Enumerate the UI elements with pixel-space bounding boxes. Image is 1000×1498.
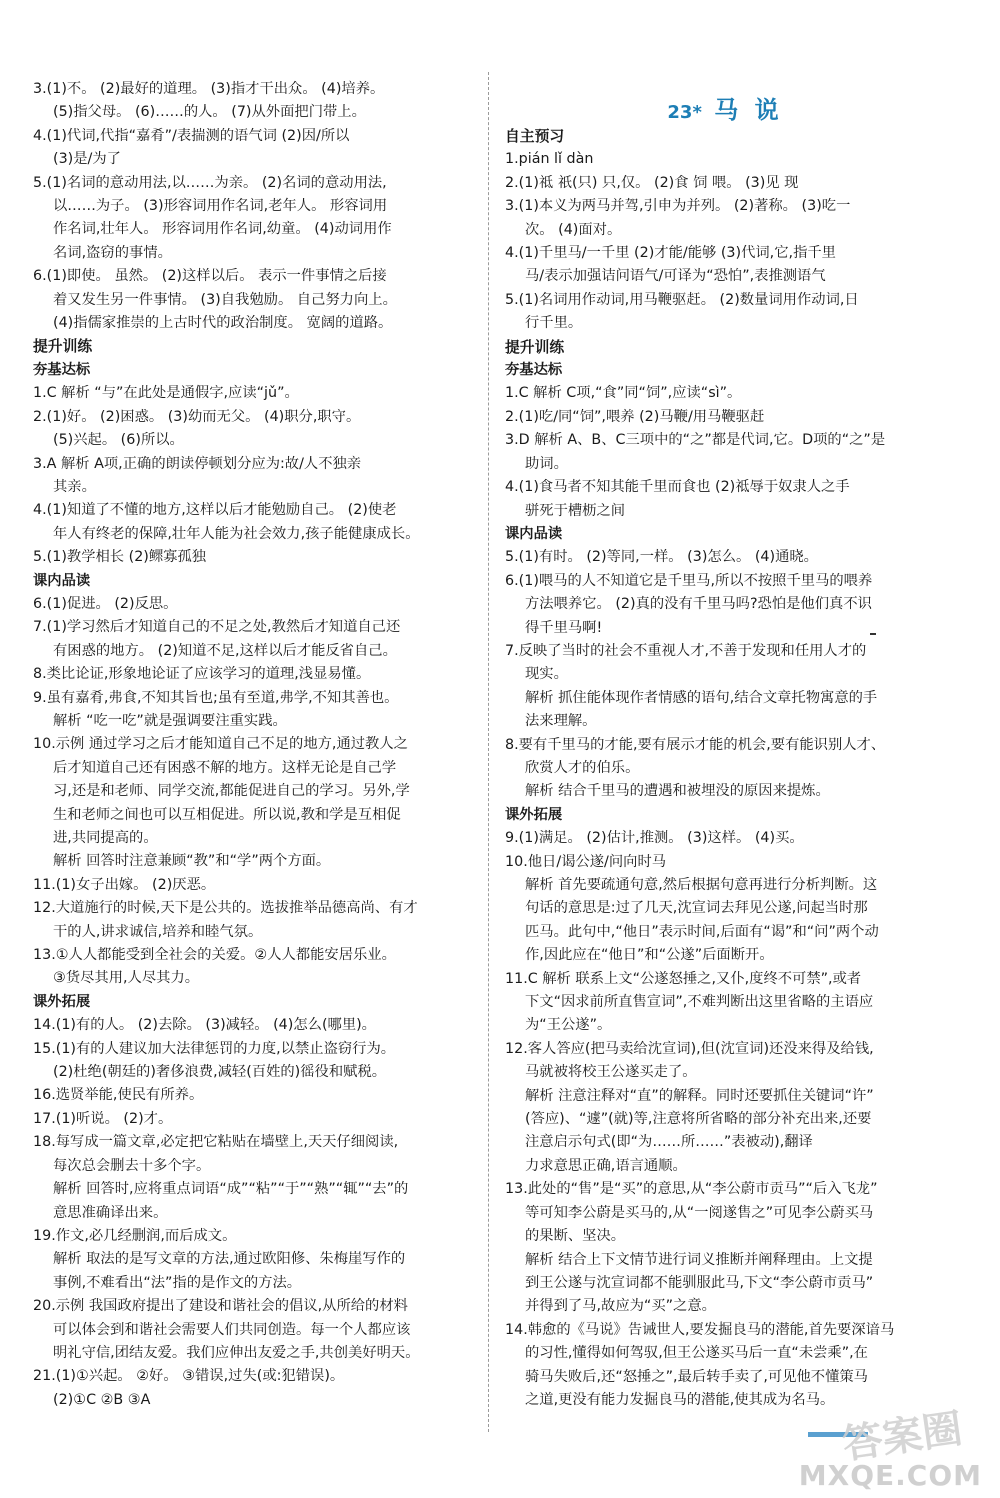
right-answer-continuation: 次。 (4)面对。 [525,221,622,238]
right-answer-continuation: 的习性,懂得如何驾驭,但王公遂买马后一直“未尝乘”,在 [525,1345,868,1362]
right-answer-continuation: 解析 结合千里马的遭遇和被埋没的原因来提炼。 [525,783,830,800]
left-answer-continuation: 生和老师之间也可以互相促进。所以说,教和学是互相促 [53,806,401,823]
right-answer-item: 6.(1)喂马的人不知道它是千里马,所以不按照千里马的喂养 [505,572,873,589]
right-answer-item: 4.(1)食马者不知其能千里而食也 (2)祗辱于奴隶人之手 [505,479,850,496]
left-answer-item: 9.虽有嘉肴,弗食,不知其旨也;虽有至道,弗学,不知其善也。 [33,689,399,706]
left-answer-item: 5.(1)名词的意动用法,以……为亲。 (2)名词的意动用法, [33,174,387,191]
right-answer-item: 1.C 解析 C项,“食”同“饲”,应读“sì”。 [505,385,742,402]
right-section-heading: 提升训练 [505,338,565,356]
left-section-heading: 提升训练 [33,338,93,356]
lesson-name: 马 说 [714,96,783,124]
right-answer-continuation: 解析 结合上下文情节进行词义推断并阐释理由。上文提 [525,1251,873,1268]
left-answer-continuation: (4)指儒家推崇的上古时代的政治制度。 宽阔的道路。 [53,315,393,332]
left-answer-continuation: (5)指父母。 (6)……的人。 (7)从外面把门带上。 [53,104,366,121]
left-answer-continuation: 解析 “吃一吃”就是强调要注重实践。 [53,712,287,729]
right-answer-continuation: 的果断、坚决。 [525,1228,626,1245]
right-subsection-heading: 夯基达标 [505,362,563,379]
left-answer-continuation: 其亲。 [53,478,96,495]
left-answer-continuation: (5)兴起。 (6)所以。 [53,432,184,449]
right-answer-continuation: 句话的意思是:过了几天,沈宣词去拜见公遂,问起当时那 [525,900,868,917]
column-divider [488,72,489,1432]
stray-mark [870,633,876,635]
right-subsection-heading: 课内品读 [505,525,563,542]
right-answer-continuation: 并得到了马,故应为“买”之意。 [525,1298,716,1315]
right-answer-continuation: 现实。 [525,666,568,683]
right-answer-item: 1.pián lǐ dàn [505,151,594,168]
lesson-number: 23* [667,102,702,123]
lesson-title [505,90,945,125]
left-answer-item: 19.作文,必几经删润,而后成文。 [33,1227,237,1244]
left-answer-continuation: 年人有终老的保障,壮年人能为社会效力,孩子能健康成长。 [53,525,420,542]
watermark-url: MXQE.COM [798,1459,982,1492]
right-answer-continuation: 马就被将校王公遂买走了。 [525,1064,697,1081]
left-answer-item: 17.(1)听说。 (2)才。 [33,1110,173,1127]
right-answer-continuation: 下文“因求前所直售宣词”,不难判断出这里省略的主语应 [525,994,874,1011]
right-answer-continuation: 解析 首先要疏通句意,然后根据句意再进行分析判断。这 [525,877,878,893]
right-answer-item: 8.要有千里马的才能,要有展示才能的机会,要有能识别人才、 [505,736,886,753]
left-subsection-heading: 课外拓展 [33,993,91,1010]
right-answer-item: 7.反映了当时的社会不重视人才,不善于发现和任用人才的 [505,642,867,659]
right-answer-item: 14.韩愈的《马说》告诫世人,要发掘良马的潜能,首先要深谙马 [505,1321,895,1338]
left-answer-item: 6.(1)促进。 (2)反思。 [33,595,178,612]
right-answer-item: 5.(1)有时。 (2)等同,一样。 (3)怎么。 (4)通晓。 [505,549,818,566]
watermark [792,1402,992,1492]
left-answer-item: 4.(1)知道了不懂的地方,这样以后才能勉励自己。 (2)使老 [33,502,397,519]
left-answer-item: 3.(1)不。 (2)最好的道理。 (3)指才干出众。 (4)培养。 [33,81,385,97]
left-answer-item: 10.示例 通过学习之后才能知道自己不足的地方,通过教人之 [33,736,408,753]
right-answer-continuation: 为“王公遂”。 [525,1017,612,1034]
left-answer-item: 3.A 解析 A项,正确的朗读停顿划分应为:故/人不独亲 [33,455,362,472]
right-answer-continuation: 方法喂养它。 (2)真的没有千里马吗?恐怕是他们真不识 [525,596,872,613]
left-answer-continuation: (2)杜绝(朝廷的)奢侈浪费,减轻(百姓的)徭役和赋税。 [53,1064,387,1081]
left-answer-continuation: 每次总会删去十多个字。 [53,1157,211,1174]
right-answer-continuation: 骈死于槽枥之间 [525,502,626,519]
right-answer-continuation: 之道,更没有能力发掘良马的潜能,使其成为名马。 [525,1391,835,1408]
left-answer-continuation: 以……为子。 (3)形容词用作名词,老年人。 形容词用 [53,198,388,215]
left-answer-continuation: (2)①C ②B ③A [53,1391,151,1408]
right-answer-continuation: 注意启示句式(即“为……所……”表被动),翻译 [525,1134,813,1151]
left-answer-item: 6.(1)即使。 虽然。 (2)这样以后。 表示一件事情之后接 [33,268,387,285]
left-answer-continuation: 可以体会到和谐社会需要人们共同创造。每一个人都应该 [53,1321,411,1338]
left-answer-continuation: 进,共同提高的。 [53,830,158,846]
left-answer-item: 2.(1)好。 (2)困惑。 (3)幼而无父。 (4)职分,职守。 [33,408,361,425]
left-answer-continuation: 名词,盗窃的事情。 [53,244,172,261]
left-answer-continuation: 着又发生另一件事情。 (3)自我勉励。 自己努力向上。 [53,291,397,308]
right-answer-item: 11.C 解析 联系上文“公遂怒捶之,又仆,度终不可禁”,或者 [505,970,862,987]
right-answer-continuation: 行千里。 [525,315,583,332]
right-answer-continuation: 欣赏人才的伯乐。 [525,759,640,776]
left-answer-continuation: 解析 回答时,应将重点词语“成”“粘”“于”“熟”“辄”“去”的 [53,1181,409,1198]
left-answer-continuation: 习,还是和老师、同学交流,都能促进自己的学习。另外,学 [53,783,410,800]
left-answer-continuation: 明礼守信,团结友爱。我们应伸出友爱之手,共创美好明天。 [53,1344,420,1361]
left-answer-item: 12.大道施行的时候,天下是公共的。选拔推举品德高尚、有才 [33,900,418,917]
right-answer-continuation: 等可知李公蔚是买马的,从“一阅遂售之”可见李公蔚买马 [525,1204,874,1221]
right-answer-item: 2.(1)吃/同“饲”,喂养 (2)马鞭/用马鞭驱赶 [505,408,765,425]
left-answer-item: 7.(1)学习然后才知道自己的不足之处,教然后才知道自己还 [33,619,401,636]
left-answer-continuation: ③货尽其用,人尽其力。 [53,970,200,987]
watermark-logo: 答案圈 [839,1405,966,1469]
right-answer-item: 2.(1)祗 祇(只) 只,仅。 (2)食 饲 喂。 (3)见 现 [505,174,799,191]
right-answer-continuation: 匹马。此句中,“他日”表示时间,后面有“谒”和“问”两个动 [525,923,879,940]
left-subsection-heading: 课内品读 [33,572,91,589]
right-answer-continuation: 马/表示加强诘问语气/可译为“恐怕”,表推测语气 [525,268,826,285]
left-answer-item: 8.类比论证,形象地论证了应该学习的道理,浅显易懂。 [33,666,371,683]
right-answer-item: 10.他日/谒公遂/问向时马 [505,853,667,870]
left-answer-continuation: 作名词,壮年人。 形容词用作名词,幼童。 (4)动词用作 [53,221,392,238]
right-answer-continuation: 到王公遂与沈宣词都不能驯服此马,下文“李公蔚市贡马” [525,1274,874,1291]
right-answer-continuation: 得千里马啊! [525,619,603,636]
left-answer-continuation: 解析 取法的是写文章的方法,通过欧阳修、朱梅崖写作的 [53,1251,406,1268]
right-subsection-heading: 课外拓展 [505,806,563,823]
right-answer-continuation: 作,因此应在“他日”和“公遂”后面断开。 [525,947,774,964]
left-answer-continuation: 事例,不难看出“法”指的是作文的方法。 [53,1274,302,1291]
right-answer-item: 12.客人答应(把马卖给沈宣词),但(沈宣词)还没来得及给钱, [505,1040,874,1057]
right-answer-item: 4.(1)千里马/一千里 (2)才能/能够 (3)代词,它,指千里 [505,245,836,262]
left-answer-continuation: 后才知道自己还有困惑不解的地方。这样无论是自己学 [53,759,397,776]
right-section-heading: 自主预习 [505,128,565,145]
right-answer-item: 13.此处的“售”是“买”的意思,从“李公蔚市贡马”“后入飞龙” [505,1181,878,1198]
right-answer-continuation: 解析 注意注释对“直”的解释。同时还要抓住关键词“许” [525,1087,874,1104]
left-answer-continuation: (3)是/为了 [53,151,121,168]
left-answer-item: 21.(1)①兴起。 ②好。 ③错误,过失(或:犯错误)。 [33,1368,345,1385]
left-answer-continuation: 解析 回答时注意兼顾“教”和“学”两个方面。 [53,853,331,870]
right-answer-continuation: 骑马失败后,还“怒捶之”,最后转手卖了,可见他不懂策马 [525,1368,868,1385]
left-subsection-heading: 夯基达标 [33,361,91,378]
right-answer-item: 3.(1)本义为两马并驾,引申为并列。 (2)著称。 (3)吃一 [505,198,851,215]
left-answer-item: 1.C 解析 “与”在此处是通假字,应读“jǔ”。 [33,385,299,402]
right-answer-continuation: 法来理解。 [525,713,597,730]
left-answer-item: 13.①人人都能受到全社会的关爱。②人人都能安居乐业。 [33,947,396,964]
right-answer-item: 9.(1)满足。 (2)估计,推测。 (3)这样。 (4)买。 [505,830,804,847]
left-answer-item: 18.每写成一篇文章,必定把它粘贴在墙壁上,天天仔细阅读, [33,1134,399,1151]
left-answer-item: 20.示例 我国政府提出了建设和谐社会的倡议,从所给的材料 [33,1298,408,1315]
right-answer-continuation: 解析 抓住能体现作者情感的语句,结合文章托物寓意的手 [525,689,878,706]
left-answer-continuation: 意思准确译出来。 [53,1204,168,1221]
left-answer-item: 16.选贤举能,使民有所养。 [33,1087,204,1104]
right-answer-continuation: 力求意思正确,语言通顺。 [525,1157,687,1174]
left-answer-item: 5.(1)教学相长 (2)鳏寡孤独 [33,549,207,566]
left-answer-item: 11.(1)女子出嫁。 (2)厌恶。 [33,876,216,893]
left-answer-continuation: 有困惑的地方。 (2)知道不足,这样以后才能反省自己。 [53,642,397,659]
left-answer-continuation: 干的人,讲求诚信,培养和睦气氛。 [53,923,263,940]
left-answer-item: 4.(1)代词,代指“嘉肴”/表揣测的语气词 (2)因/所以 [33,127,350,144]
left-column [33,78,479,1412]
right-answer-continuation: 助词。 [525,455,568,472]
right-column [505,125,945,1412]
right-answer-item: 5.(1)名词用作动词,用马鞭驱赶。 (2)数量词用作动词,日 [505,291,859,308]
left-answer-item: 14.(1)有的人。 (2)去除。 (3)减轻。 (4)怎么(哪里)。 [33,1017,376,1034]
left-answer-item: 15.(1)有的人建议加大法律惩罚的力度,以禁止盗窃行为。 [33,1040,396,1057]
right-answer-continuation: (答应)、“遽”(就)等,注意将所省略的部分补充出来,还要 [525,1111,872,1128]
right-answer-item: 3.D 解析 A、B、C三项中的“之”都是代词,它。D项的“之”是 [505,432,886,449]
